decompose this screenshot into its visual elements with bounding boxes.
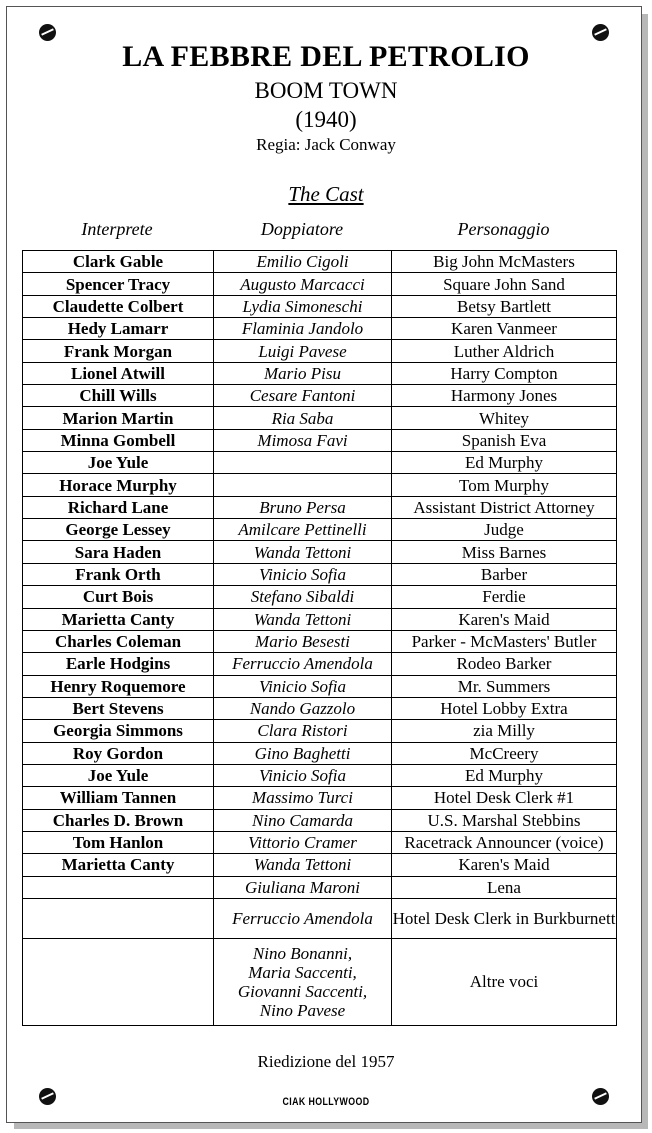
actor-cell xyxy=(23,938,214,1025)
actor-cell: Joe Yule xyxy=(23,764,214,786)
character-cell: U.S. Marshal Stebbins xyxy=(392,809,617,831)
actor-cell: Charles Coleman xyxy=(23,630,214,652)
original-title: BOOM TOWN xyxy=(254,78,398,103)
table-row xyxy=(23,608,617,630)
dubber-name: Maria Saccenti, xyxy=(248,962,357,982)
character-cell: Luther Aldrich xyxy=(392,340,617,362)
character-cell: Assistant District Attorney xyxy=(392,496,617,518)
dubber-cell: Amilcare Pettinelli xyxy=(214,519,392,541)
character-cell: Judge xyxy=(392,519,617,541)
dubber-cell: Massimo Turci xyxy=(214,787,392,809)
character-cell: Big John McMasters xyxy=(392,251,617,273)
character-cell: Karen's Maid xyxy=(392,854,617,876)
screw-top-left-icon xyxy=(39,24,56,41)
actor-cell: Charles D. Brown xyxy=(23,809,214,831)
character-cell: Hotel Desk Clerk in Burkburnett xyxy=(392,898,617,938)
actor-cell: Sara Haden xyxy=(23,541,214,563)
table-row-other-voices xyxy=(23,938,617,1025)
actor-cell: Richard Lane xyxy=(23,496,214,518)
column-header-dubber: Doppiatore xyxy=(260,219,344,239)
table-row xyxy=(23,429,617,451)
column-header-actor: Interprete xyxy=(81,219,153,239)
actor-cell: Marietta Canty xyxy=(23,854,214,876)
actor-cell: Marietta Canty xyxy=(23,608,214,630)
table-row xyxy=(23,318,617,340)
character-cell: Harry Compton xyxy=(392,362,617,384)
character-cell: Altre voci xyxy=(392,938,617,1025)
dubber-cell: Mario Besesti xyxy=(214,630,392,652)
dubber-name: Giovanni Saccenti, xyxy=(237,981,368,1001)
dubber-cell xyxy=(214,452,392,474)
dubber-cell: Augusto Marcacci xyxy=(214,273,392,295)
table-row xyxy=(23,273,617,295)
character-cell: Karen's Maid xyxy=(392,608,617,630)
table-row xyxy=(23,854,617,876)
character-cell: Racetrack Announcer (voice) xyxy=(392,831,617,853)
dubber-cell: Nando Gazzolo xyxy=(214,697,392,719)
dubber-cell: Vinicio Sofia xyxy=(214,563,392,585)
actor-cell xyxy=(23,898,214,938)
character-cell: Harmony Jones xyxy=(392,385,617,407)
character-cell: Parker - McMasters' Butler xyxy=(392,630,617,652)
character-cell: Rodeo Barker xyxy=(392,653,617,675)
dubber-cell: Mimosa Favi xyxy=(214,429,392,451)
character-cell: Barber xyxy=(392,563,617,585)
character-cell: zia Milly xyxy=(392,720,617,742)
dubber-cell: Gino Baghetti xyxy=(214,742,392,764)
character-cell: Karen Vanmeer xyxy=(392,318,617,340)
dubber-name: Nino Pavese xyxy=(259,1000,346,1020)
character-cell: Hotel Desk Clerk #1 xyxy=(392,787,617,809)
table-row xyxy=(23,340,617,362)
table-row xyxy=(23,496,617,518)
table-row-desk-clerk xyxy=(23,898,617,938)
actor-cell: Curt Bois xyxy=(23,586,214,608)
dubber-cell: Ria Saba xyxy=(214,407,392,429)
table-row xyxy=(23,251,617,273)
dubber-cell: Wanda Tettoni xyxy=(214,608,392,630)
actor-cell: Claudette Colbert xyxy=(23,295,214,317)
column-header-character: Personaggio xyxy=(457,219,550,239)
actor-cell: Horace Murphy xyxy=(23,474,214,496)
film-title: LA FEBBRE DEL PETROLIO xyxy=(122,40,530,73)
dubber-cell: Flaminia Jandolo xyxy=(214,318,392,340)
character-cell: Tom Murphy xyxy=(392,474,617,496)
character-cell: Mr. Summers xyxy=(392,675,617,697)
release-year: (1940) xyxy=(295,107,357,132)
table-row xyxy=(23,720,617,742)
table-row xyxy=(23,452,617,474)
reissue-note: Riedizione del 1957 xyxy=(257,1052,395,1071)
dubber-cell: Giuliana Maroni xyxy=(214,876,392,898)
character-cell: Spanish Eva xyxy=(392,429,617,451)
table-row xyxy=(23,809,617,831)
actor-cell: Minna Gombell xyxy=(23,429,214,451)
actor-cell: Georgia Simmons xyxy=(23,720,214,742)
actor-cell: Clark Gable xyxy=(23,251,214,273)
character-cell: Lena xyxy=(392,876,617,898)
table-row xyxy=(23,362,617,384)
actor-cell: George Lessey xyxy=(23,519,214,541)
table-row xyxy=(23,295,617,317)
screw-bottom-left-icon xyxy=(39,1088,56,1105)
table-row xyxy=(23,474,617,496)
cast-heading: The Cast xyxy=(288,182,364,206)
actor-cell: Chill Wills xyxy=(23,385,214,407)
actor-cell: Henry Roquemore xyxy=(23,675,214,697)
table-row xyxy=(23,831,617,853)
dubber-name: Nino Bonanni, xyxy=(252,943,353,963)
actor-cell: Earle Hodgins xyxy=(23,653,214,675)
actor-cell: Bert Stevens xyxy=(23,697,214,719)
character-cell: Miss Barnes xyxy=(392,541,617,563)
actor-cell: Marion Martin xyxy=(23,407,214,429)
actor-cell: Hedy Lamarr xyxy=(23,318,214,340)
actor-cell: Frank Orth xyxy=(23,563,214,585)
dubber-cell: Bruno Persa xyxy=(214,496,392,518)
actor-cell xyxy=(23,876,214,898)
dubber-cell: Vittorio Cramer xyxy=(214,831,392,853)
table-row xyxy=(23,653,617,675)
character-cell: Betsy Bartlett xyxy=(392,295,617,317)
actor-cell: Tom Hanlon xyxy=(23,831,214,853)
screw-top-right-icon xyxy=(592,24,609,41)
dubber-cell: Stefano Sibaldi xyxy=(214,586,392,608)
cast-table xyxy=(22,250,617,1026)
dubber-cell: Cesare Fantoni xyxy=(214,385,392,407)
table-row xyxy=(23,407,617,429)
character-cell: Ferdie xyxy=(392,586,617,608)
actor-cell: Lionel Atwill xyxy=(23,362,214,384)
dubber-cell: Emilio Cigoli xyxy=(214,251,392,273)
dubber-cell xyxy=(214,474,392,496)
table-row xyxy=(23,563,617,585)
table-row xyxy=(23,876,617,898)
table-row xyxy=(23,787,617,809)
director: Regia: Jack Conway xyxy=(256,135,396,154)
table-row xyxy=(23,764,617,786)
character-cell: Square John Sand xyxy=(392,273,617,295)
actor-cell: Joe Yule xyxy=(23,452,214,474)
table-row xyxy=(23,519,617,541)
table-row xyxy=(23,697,617,719)
dubber-cell: Luigi Pavese xyxy=(214,340,392,362)
screw-bottom-right-icon xyxy=(592,1088,609,1105)
table-row xyxy=(23,742,617,764)
actor-cell: Spencer Tracy xyxy=(23,273,214,295)
dubber-cell-multiple xyxy=(214,938,392,1025)
actor-cell: William Tannen xyxy=(23,787,214,809)
dubber-cell: Nino Camarda xyxy=(214,809,392,831)
character-cell: Whitey xyxy=(392,407,617,429)
actor-cell: Roy Gordon xyxy=(23,742,214,764)
dubber-cell: Lydia Simoneschi xyxy=(214,295,392,317)
table-row xyxy=(23,630,617,652)
character-cell: Hotel Lobby Extra xyxy=(392,697,617,719)
dubber-cell: Clara Ristori xyxy=(214,720,392,742)
dubber-cell: Ferruccio Amendola xyxy=(214,898,392,938)
dubber-cell: Vinicio Sofia xyxy=(214,764,392,786)
table-row xyxy=(23,586,617,608)
character-cell: Ed Murphy xyxy=(392,764,617,786)
table-row xyxy=(23,541,617,563)
character-cell: Ed Murphy xyxy=(392,452,617,474)
dubber-cell: Wanda Tettoni xyxy=(214,541,392,563)
dubber-cell: Wanda Tettoni xyxy=(214,854,392,876)
dubber-cell: Mario Pisu xyxy=(214,362,392,384)
table-row xyxy=(23,385,617,407)
actor-cell: Frank Morgan xyxy=(23,340,214,362)
table-row xyxy=(23,675,617,697)
character-cell: McCreery xyxy=(392,742,617,764)
dubber-cell: Vinicio Sofia xyxy=(214,675,392,697)
ciak-hollywood-logo: CIAK HOLLYWOOD xyxy=(282,1096,370,1108)
dubber-cell: Ferruccio Amendola xyxy=(214,653,392,675)
